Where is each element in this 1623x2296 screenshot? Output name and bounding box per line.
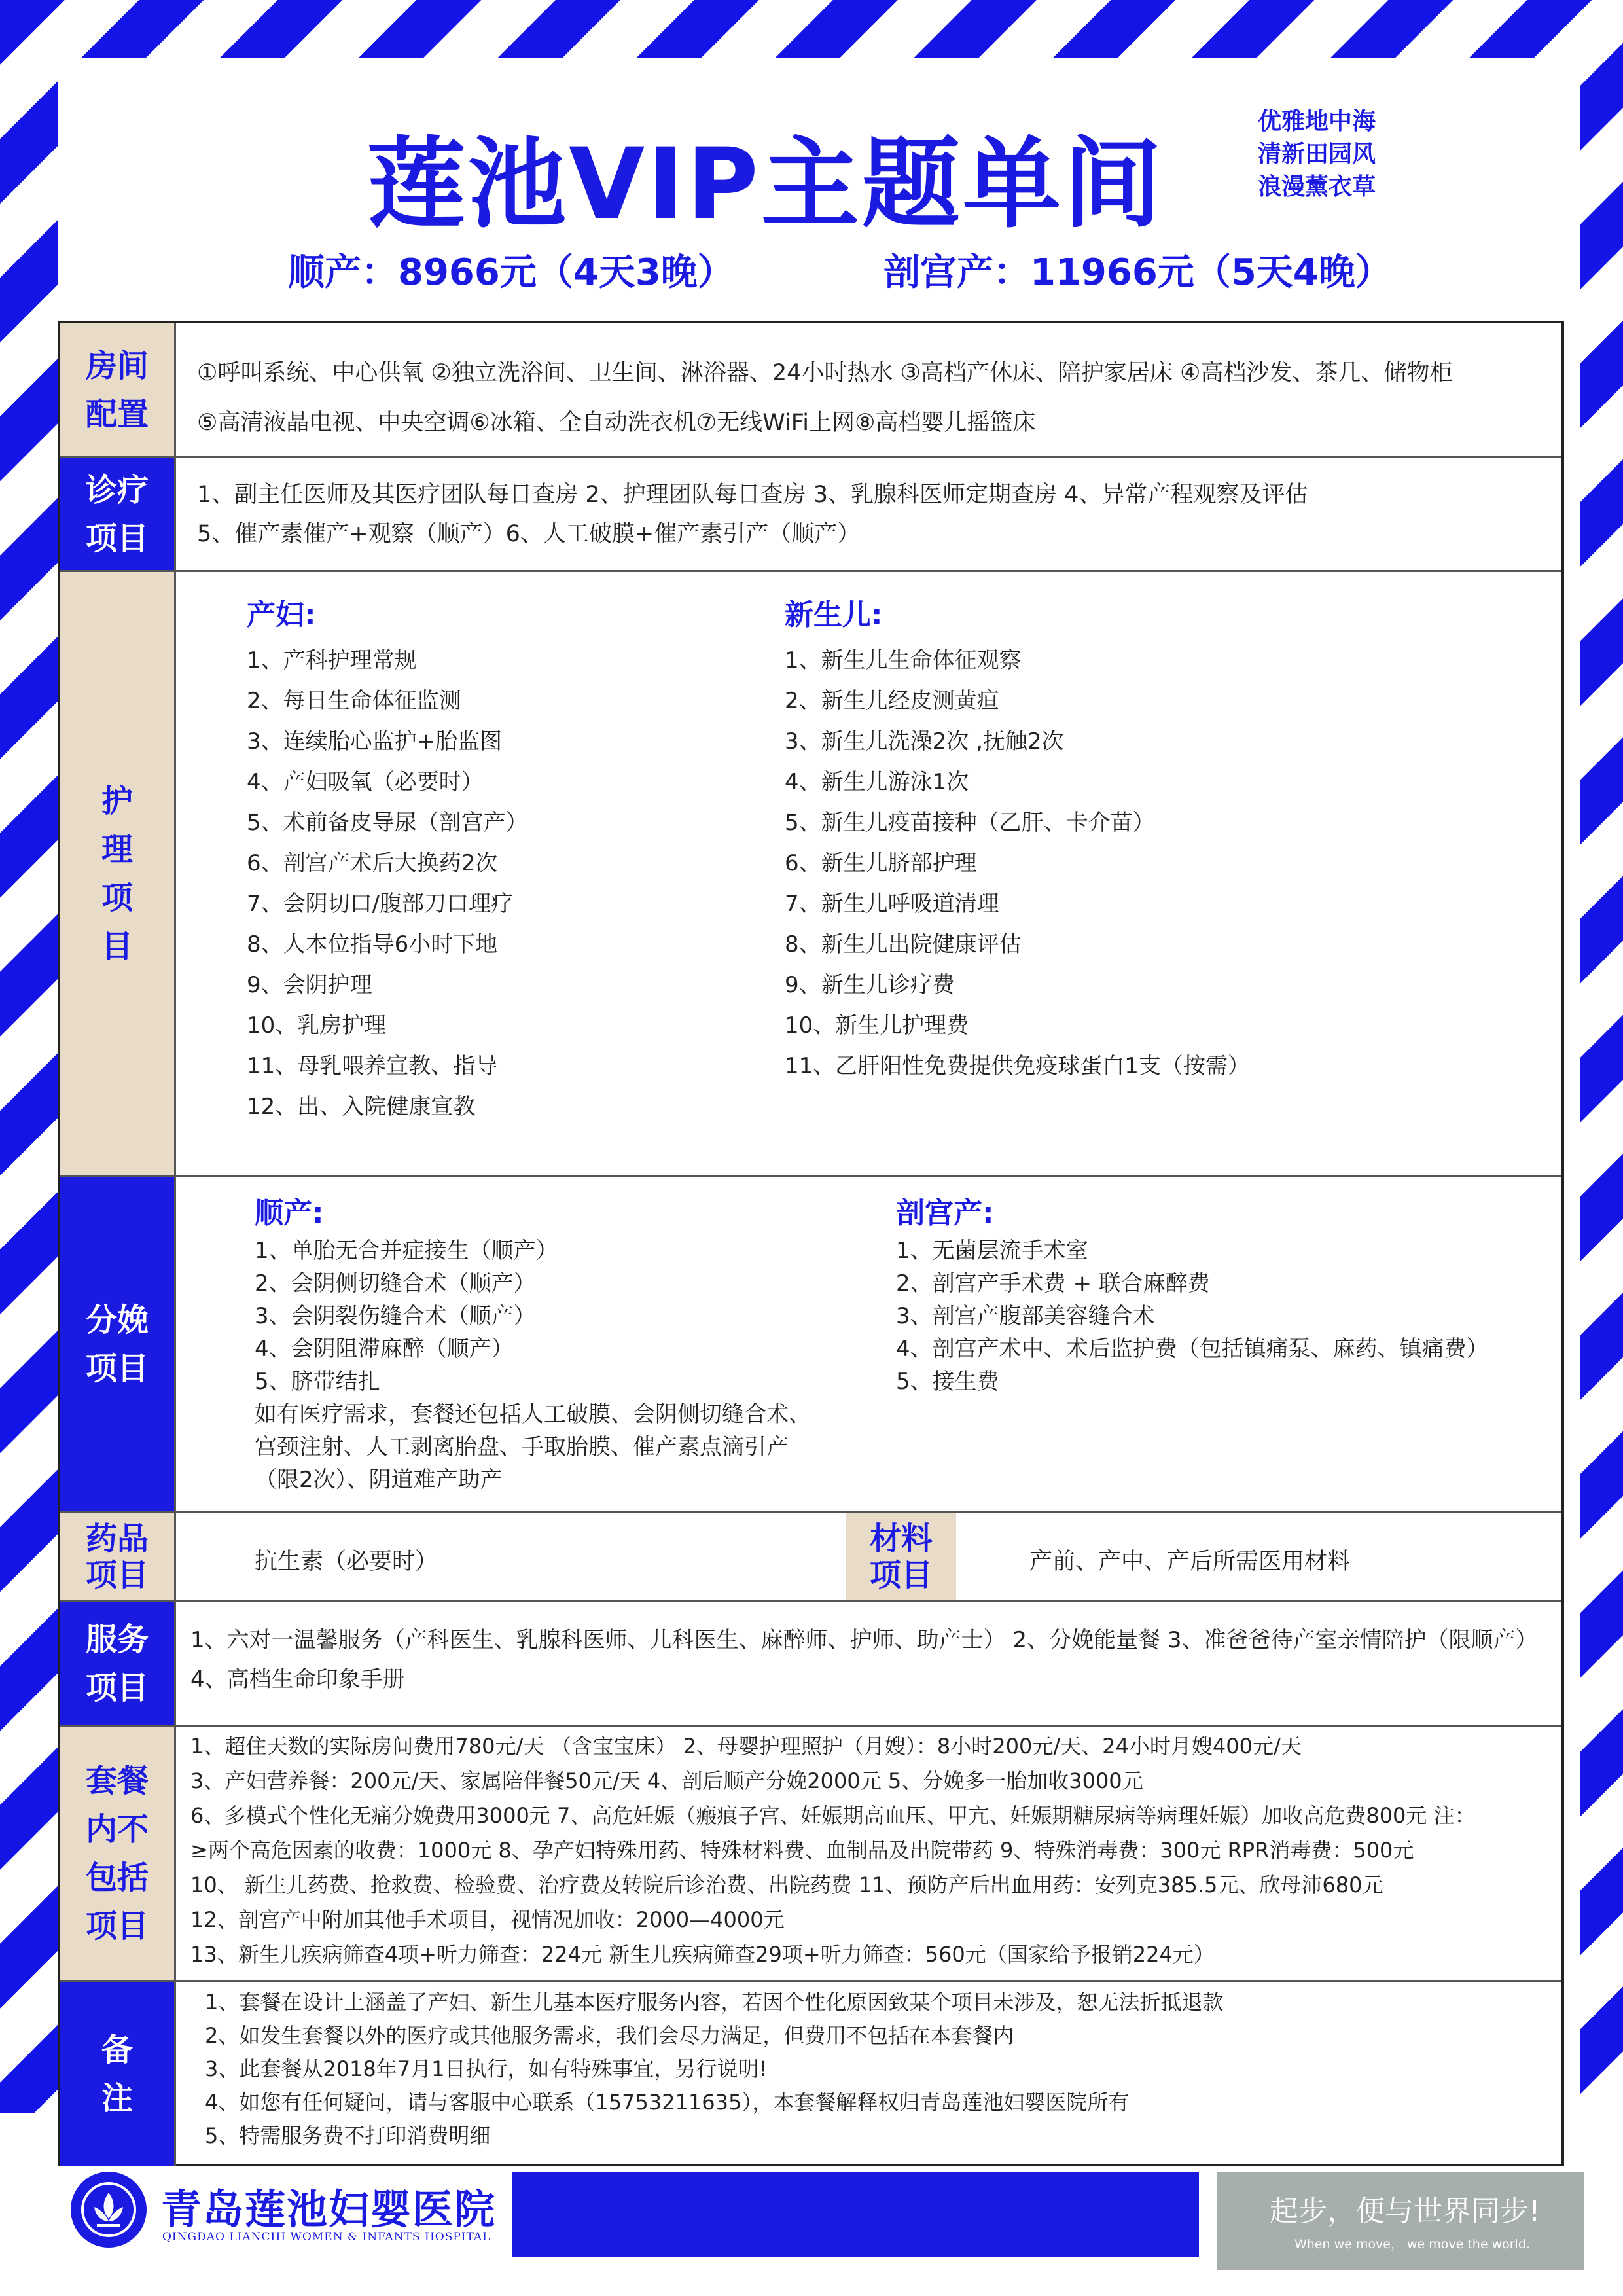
row-delivery [60,1177,1561,1513]
hospital-name-en: QINGDAO LIANCHI WOMEN & INFANTS HOSPITAL [162,2231,491,2244]
room-line: ①呼叫系统、中心供氧 ②独立洗浴间、卫生间、淋浴器、24小时热水 ③高档产休床、陪护家居床 ④高档沙发、茶几、储物柜 [197,360,1453,386]
cesarean-item: 1、无菌层流手术室 [896,1238,1088,1264]
row-content [174,1727,1561,1980]
row-label: 房间 配置 [60,323,174,456]
baby-item: 7、新生儿呼吸道清理 [785,891,999,917]
row-content [174,323,1561,456]
cesarean-list [896,1234,1489,1398]
mother-item: 10、乳房护理 [247,1013,387,1039]
row-room [60,323,1561,458]
baby-list [785,640,1250,1086]
hospital-logo [71,2172,497,2250]
mother-item: 8、人本位指导6小时下地 [247,931,498,958]
excluded-line: ≥两个高危因素的收费：1000元 8、孕产妇特殊用药、特殊材料费、血制品及出院带药 9、特殊消毒费：300元 RPR消毒费：500元 [190,1838,1414,1863]
row-label: 药品 项目 [60,1513,174,1600]
cesarean-item: 5、接生费 [896,1369,999,1395]
excluded-line: 3、产妇营养餐：200元/天、家属陪伴餐50元/天 4、剖后顺产分娩2000元 5、分娩多一胎加收3000元 [190,1768,1143,1793]
service-line: 4、高档生命印象手册 [190,1666,405,1693]
drugs-text: 抗生素（必要时） [255,1549,438,1575]
material-label: 材料 项目 [846,1513,956,1600]
natural-item: 3、会阴裂伤缝合术（顺产） [255,1303,536,1329]
lotus-icon [71,2172,147,2248]
baby-item: 8、新生儿出院健康评估 [785,931,1022,958]
row-notes [60,1982,1561,2166]
baby-title: 新生儿: [785,598,883,632]
baby-item: 1、新生儿生命体征观察 [785,647,1022,673]
style-option: 浪漫薰衣草 [1258,173,1376,200]
style-option: 优雅地中海 [1258,107,1376,135]
style-option: 清新田园风 [1258,140,1376,168]
baby-item: 11、乙肝阳性免费提供免疫球蛋白1支（按需） [785,1053,1250,1079]
mother-item: 9、会阴护理 [247,972,372,998]
row-service [60,1602,1561,1727]
natural-item: 5、脐带结扎 [255,1369,380,1395]
baby-item: 9、新生儿诊疗费 [785,972,955,998]
row-label: 服务 项目 [60,1602,174,1725]
service-line: 1、六对一温馨服务（产科医生、乳腺科医师、儿科医生、麻醉师、护师、助产士） 2、分娩能量餐 3、准爸爸待产室亲情陪护（限顺产） [190,1627,1538,1653]
excluded-line: 12、剖宫产中附加其他手术项目，视情况加收：2000—4000元 [190,1907,785,1932]
natural-item: （限2次）、阴道难产助产 [255,1467,503,1493]
natural-item: 如有医疗需求，套餐还包括人工破膜、会阴侧切缝合术、 [255,1401,811,1427]
row-label: 分娩 项目 [60,1177,174,1511]
row-excluded [60,1727,1561,1982]
baby-item: 10、新生儿护理费 [785,1013,969,1039]
baby-item: 3、新生儿洗澡2次 ,抚触2次 [785,728,1064,755]
row-medical [60,458,1561,572]
row-label: 诊疗 项目 [60,458,174,570]
slogan-cn: 起步，便与世界同步! [1270,2195,1541,2228]
row-label: 套餐 内不 包括 项目 [60,1727,174,1980]
baby-item: 6、新生儿脐部护理 [785,850,977,876]
cesarean-item: 4、剖宫产术中、术后监护费（包括镇痛泵、麻药、镇痛费） [896,1336,1489,1362]
mother-item: 5、术前备皮导尿（剖宫产） [247,810,528,836]
mother-item: 3、连续胎心监护+胎监图 [247,728,503,755]
natural-list [255,1234,811,1496]
room-line: ⑤高清液晶电视、中央空调⑥冰箱、全自动洗衣机⑦无线WiFi上网⑧高档婴儿摇篮床 [197,410,1036,436]
baby-item: 2、新生儿经皮测黄疸 [785,688,999,714]
style-options [1258,105,1376,203]
mother-item: 7、会阴切口/腹部刀口理疗 [247,891,514,917]
baby-item: 5、新生儿疫苗接种（乙肝、卡介苗） [785,810,1155,836]
excluded-line: 10、 新生儿药费、抢救费、检验费、治疗费及转院后诊治费、出院药费 11、预防产后出血用药：安列克385.5元、欣母沛680元 [190,1873,1383,1897]
slogan-box [1217,2172,1584,2270]
baby-column [785,590,1250,1086]
cesarean-column [896,1193,1489,1398]
mother-title: 产妇: [247,598,316,632]
medical-line: 5、催产素催产+观察（顺产）6、人工破膜+催产素引产（顺产） [197,521,861,547]
mother-column [247,590,528,1127]
row-content [174,1513,1561,1600]
package-table [58,321,1564,2166]
row-label: 护 理 项 目 [60,572,174,1175]
price-natural: 顺产：8966元（4天3晚） [288,251,734,294]
row-content [174,572,1561,1175]
natural-title: 顺产: [255,1196,324,1230]
cesarean-item: 2、剖宫产手术费 + 联合麻醉费 [896,1270,1210,1297]
footer-bar [512,2172,1199,2257]
price-cesarean: 剖宫产：11966元（5天4晚） [883,251,1392,294]
hospital-name: 青岛莲池妇婴医院 [161,2185,497,2233]
excluded-line: 6、多模式个性化无痛分娩费用3000元 7、高危妊娠（瘢痕子宫、妊娠期高血压、甲亢、妊娠期糖尿病等病理妊娠）加收高危费800元 注： [190,1803,1476,1828]
note-line: 2、如发生套餐以外的医疗或其他服务需求，我们会尽力满足，但费用不包括在本套餐内 [205,2023,1014,2048]
mother-item: 1、产科护理常规 [247,647,417,673]
mother-item: 2、每日生命体征监测 [247,688,461,714]
row-drugs [60,1513,1561,1602]
natural-item: 1、单胎无合并症接生（顺产） [255,1238,558,1264]
row-content [174,458,1561,570]
excluded-line: 13、新生儿疾病筛查4项+听力筛查：224元 新生儿疾病筛查29项+听力筛查：560元（国家给予报销224元） [190,1942,1215,1967]
excluded-line: 1、超住天数的实际房间费用780元/天 （含宝宝床） 2、母婴护理照护（月嫂）：8小时200元/天、24小时月嫂400元/天 [190,1734,1302,1759]
page-title: 莲池VIP主题单间 [367,128,1164,242]
note-line: 1、套餐在设计上涵盖了产妇、新生儿基本医疗服务内容，若因个性化原因致某个项目未涉及，恕无法折抵退款 [205,1990,1224,2015]
natural-column [255,1193,811,1496]
mother-item: 12、出、入院健康宣教 [247,1094,476,1120]
natural-item: 宫颈注射、人工剥离胎盘、手取胎膜、催产素点滴引产 [255,1434,789,1460]
material-text: 产前、产中、产后所需医用材料 [1029,1549,1351,1575]
natural-item: 4、会阴阻滞麻醉（顺产） [255,1336,514,1362]
mother-list [247,640,528,1127]
cesarean-item: 3、剖宫产腹部美容缝合术 [896,1303,1155,1329]
baby-item: 4、新生儿游泳1次 [785,769,969,795]
mother-item: 6、剖宫产术后大换药2次 [247,850,498,876]
slogan-en: When we move， we move the world. [1294,2237,1530,2251]
row-content [174,1982,1561,2166]
row-nursing [60,572,1561,1177]
row-label: 备 注 [60,1982,174,2166]
mother-item: 4、产妇吸氧（必要时） [247,769,484,795]
natural-item: 2、会阴侧切缝合术（顺产） [255,1270,536,1297]
note-line: 5、特需服务费不打印消费明细 [205,2123,491,2148]
medical-line: 1、副主任医师及其医疗团队每日查房 2、护理团队每日查房 3、乳腺科医师定期查房 4、异常产程观察及评估 [197,482,1308,508]
note-line: 4、如您有任何疑问，请与客服中心联系（15753211635），本套餐解释权归青岛莲池妇婴医院所有 [205,2090,1130,2115]
mother-item: 11、母乳喂养宣教、指导 [247,1053,498,1079]
row-content [174,1602,1561,1725]
row-content [174,1177,1561,1511]
note-line: 3、此套餐从2018年7月1日执行，如有特殊事宜，另行说明! [205,2056,768,2081]
cesarean-title: 剖宫产: [896,1196,994,1230]
